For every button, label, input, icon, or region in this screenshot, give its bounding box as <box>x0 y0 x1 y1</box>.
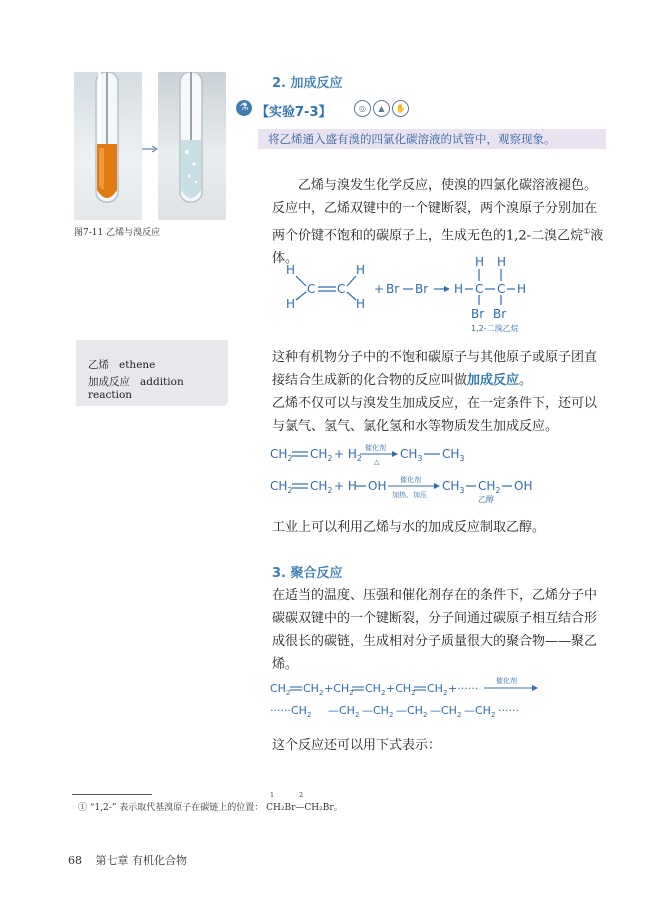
svg-text:+: + <box>374 282 385 296</box>
figure-caption: 图7-11 乙烯与溴反应 <box>74 228 161 238</box>
svg-text:+······: +······ <box>448 682 479 695</box>
glossary-entry <box>88 357 155 372</box>
svg-text:CH2: $CH_2$ <box>270 447 293 463</box>
footnote-text: ① “1,2-” 表示取代基溴原子在碳链上的位置： <box>78 803 264 813</box>
paragraph-ethanol-industry: 工业上可以利用乙烯与水的加成反应制取乙醇。 <box>272 520 546 535</box>
svg-text:Br: Br <box>493 307 507 321</box>
footnote <box>78 792 343 813</box>
svg-text:OH: OH <box>368 479 387 493</box>
page-footer <box>68 852 187 868</box>
footnote-num: 1 <box>270 792 274 799</box>
ethanol-label: 乙醇 <box>478 495 494 504</box>
svg-text:CH2: $CH_2$ <box>427 682 448 697</box>
fire-hazard-icon: ▲ <box>373 100 390 117</box>
svg-text:C: C <box>497 282 506 296</box>
svg-text:H: H <box>356 297 366 311</box>
paragraph-text: 乙烯与溴发生化学反应，使溴的四氯化碳溶液褪色。反应中，乙烯双键中的一个键断裂，两个溴原子分别加在两个价键不饱和的碳原子上，生成无色的1,2-二溴乙烷 <box>272 178 598 244</box>
glossary-entry <box>88 374 228 401</box>
svg-text:H: H <box>356 263 366 277</box>
svg-text:C: C <box>337 282 346 296</box>
paragraph-text: 这种有机物分子中的不饱和碳原子与其他原子或原子团直接结合生成新的化合物的反应叫做 <box>272 350 598 388</box>
glossary-en: ethene <box>119 359 156 371</box>
experiment-instruction: 将乙烯通入盛有溴的四氯化碳溶液的试管中，观察现象。 <box>258 129 606 149</box>
footnote-num: 2 <box>299 792 303 799</box>
svg-text:+ H2: + $H_2$ <box>334 447 362 463</box>
svg-text:H: H <box>286 263 296 277</box>
svg-text:CH2: $CH_2$ <box>270 682 291 697</box>
hydrogenation-hydration-equations <box>270 440 570 506</box>
svg-text:H: H <box>454 282 464 296</box>
arrow-icon <box>142 138 158 157</box>
svg-text:OH: OH <box>514 479 533 493</box>
product-label: 1,2-二溴乙烷 <box>471 324 519 333</box>
condition-top: 催化剂 <box>496 677 517 685</box>
paragraph-text: 。 <box>519 373 533 388</box>
glossary-en: addition reaction <box>88 376 184 401</box>
condition-top: 催化剂 <box>400 476 421 484</box>
svg-text:CH2: $CH_2$ <box>270 479 293 495</box>
svg-text:—CH2: $—CH_2$ <box>464 704 496 719</box>
svg-text:+ H: + H <box>334 479 357 493</box>
svg-text:C: C <box>307 282 316 296</box>
paragraph-addition-definition <box>272 346 607 392</box>
svg-text:CH3: $CH_3$ <box>442 447 465 463</box>
svg-text:H: H <box>517 282 527 296</box>
hand-wash-icon: ✋ <box>392 100 409 117</box>
svg-text:······: ······ <box>498 704 519 717</box>
paragraph-polymerization: 在适当的温度、压强和催化剂存在的条件下，乙烯分子中碳碳双键中的一个键断裂，分子间通过碳原子相互结合形成很长的碳链，生成相对分子质量很大的聚合物——聚乙烯。 <box>272 588 598 672</box>
svg-text:+CH2: $+CH_2$ <box>324 682 354 697</box>
paragraph-text: 液体。 <box>272 228 604 267</box>
svg-text:CH2: $CH_2$ <box>310 447 333 463</box>
section-heading-addition: 2. 加成反应 <box>272 76 343 91</box>
experiment-icon: ⚗ <box>236 100 252 116</box>
paragraph-representation: 这个反应还可以用下式表示： <box>272 738 442 753</box>
svg-text:CH2: $CH_2$ <box>303 682 324 697</box>
svg-text:+CH2: $+CH_2$ <box>386 682 416 697</box>
svg-text:—CH2: $—CH_2$ <box>328 704 360 719</box>
svg-text:CH3: $CH_3$ <box>400 447 423 463</box>
svg-text:CH2: $CH_2$ <box>478 479 501 495</box>
glossary-box <box>76 340 228 406</box>
svg-text:—CH2: $—CH_2$ <box>362 704 394 719</box>
experiment-title: 【实验7-3】 <box>256 105 332 120</box>
key-term: 加成反应 <box>467 373 520 388</box>
glossary-zh: 加成反应 <box>88 376 130 388</box>
page-number: 68 <box>68 854 82 867</box>
section-heading-polymerization: 3. 聚合反应 <box>272 566 343 581</box>
svg-text:C: C <box>475 282 484 296</box>
svg-text:Br: Br <box>415 282 429 296</box>
test-tube-photo-before <box>74 72 142 220</box>
chapter-title: 第七章 有机化合物 <box>95 854 187 867</box>
svg-text:CH2: $CH_2$ <box>365 682 386 697</box>
condition-bottom: △ <box>374 458 380 466</box>
paragraph-other-additions: 乙烯不仅可以与溴发生加成反应，在一定条件下，还可以与氯气、氢气、氯化氢和水等物质发生加成反应。 <box>272 396 598 434</box>
footnote-ref: ① <box>583 227 591 236</box>
svg-text:—CH2: $—CH_2$ <box>396 704 428 719</box>
glossary-zh: 乙烯 <box>88 359 109 371</box>
goggles-safety-icon: ◎ <box>354 100 371 117</box>
footnote-formula: CH₂Br—CH₂Br。 <box>266 803 343 813</box>
svg-text:H: H <box>497 256 507 269</box>
condition-top: 催化剂 <box>365 444 386 452</box>
svg-text:H: H <box>475 256 485 269</box>
svg-text:CH3: $CH_3$ <box>442 479 465 495</box>
footnote-divider <box>72 794 152 795</box>
polymerization-equation <box>270 676 570 722</box>
svg-text:Br: Br <box>471 307 485 321</box>
svg-text:Br: Br <box>386 282 400 296</box>
svg-text:······CH2: $\cdot\cdot\cdot\cdot\cdot\cdot CH_2$ <box>270 704 312 719</box>
test-tube-photo-after <box>158 72 226 220</box>
svg-text:H: H <box>286 297 296 311</box>
condition-bottom: 加热、加压 <box>392 491 427 499</box>
bromine-addition-equation <box>270 256 570 336</box>
svg-text:CH2: $CH_2$ <box>310 479 333 495</box>
svg-text:—CH2: $—CH_2$ <box>430 704 462 719</box>
